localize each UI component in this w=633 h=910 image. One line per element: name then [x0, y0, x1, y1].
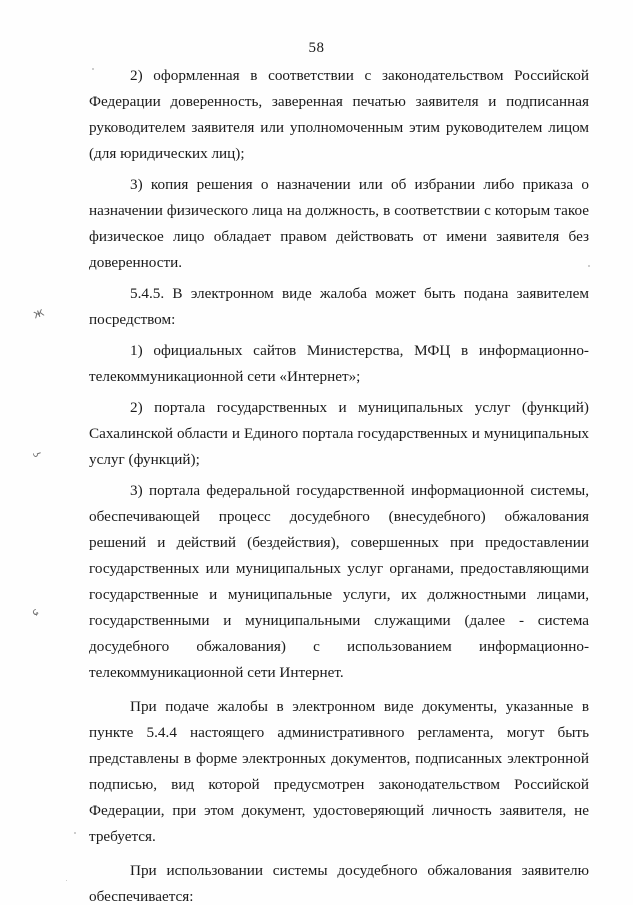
- margin-punch-mark: ж: [30, 304, 46, 322]
- paragraph: 5.4.5. В электронном виде жалоба может быть подана заявителем посредством:: [89, 285, 589, 328]
- page-number: 58: [308, 40, 325, 56]
- paragraph: 2) портала государственных и муниципальных услуг (функций) Сахалинской области и Единого портала государственных и муниципальных услуг (функций);: [89, 399, 589, 468]
- scan-speck: [74, 832, 76, 834]
- document-body: [89, 63, 589, 910]
- paragraph: 2) оформленная в соответствии с законодательством Российской Федерации доверенность, заверенная печатью заявителя и подписанная руководителем заявителя или уполномоченным этим руководителем лицом (для юридических лиц);: [89, 67, 589, 162]
- paragraph: 1) официальных сайтов Министерства, МФЦ в информационно-телекоммуникационной сети «Интернет»;: [89, 342, 589, 385]
- paragraph: При использовании системы досудебного обжалования заявителю обеспечивается:: [89, 862, 589, 905]
- paragraph: 3) копия решения о назначении или об избрании либо приказа о назначении физического лица на должность, в соответствии с которым такое физическое лицо обладает правом действовать от имени заявителя без доверенности.: [89, 176, 589, 271]
- paragraph: При подаче жалобы в электронном виде документы, указанные в пункте 5.4.4 настоящего административного регламента, могут быть представлены в форме электронных документов, подписанных электронной подписью, вид которой предусмотрен законодательством Российской Федерации, при этом документ, удостоверяющий личность заявителя, не требуется.: [89, 698, 589, 845]
- paragraph: 3) портала федеральной государственной информационной системы, обеспечивающей процесс досудебного (внесудебного) обжалования решений и действий (бездействия), совершенных при предоставлении государственных или муниципальных услуг органами, предоставляющими государственные и муниципальные услуги, их должностными лицами, государственными и муниципальными служащими (далее - система досудебного обжалования) с использованием информационно-телекоммуникационной сети Интернет.: [89, 482, 589, 681]
- margin-punch-mark: ʖ: [29, 450, 43, 460]
- scan-speck: [66, 880, 67, 881]
- margin-punch-mark: ɕ: [30, 606, 41, 619]
